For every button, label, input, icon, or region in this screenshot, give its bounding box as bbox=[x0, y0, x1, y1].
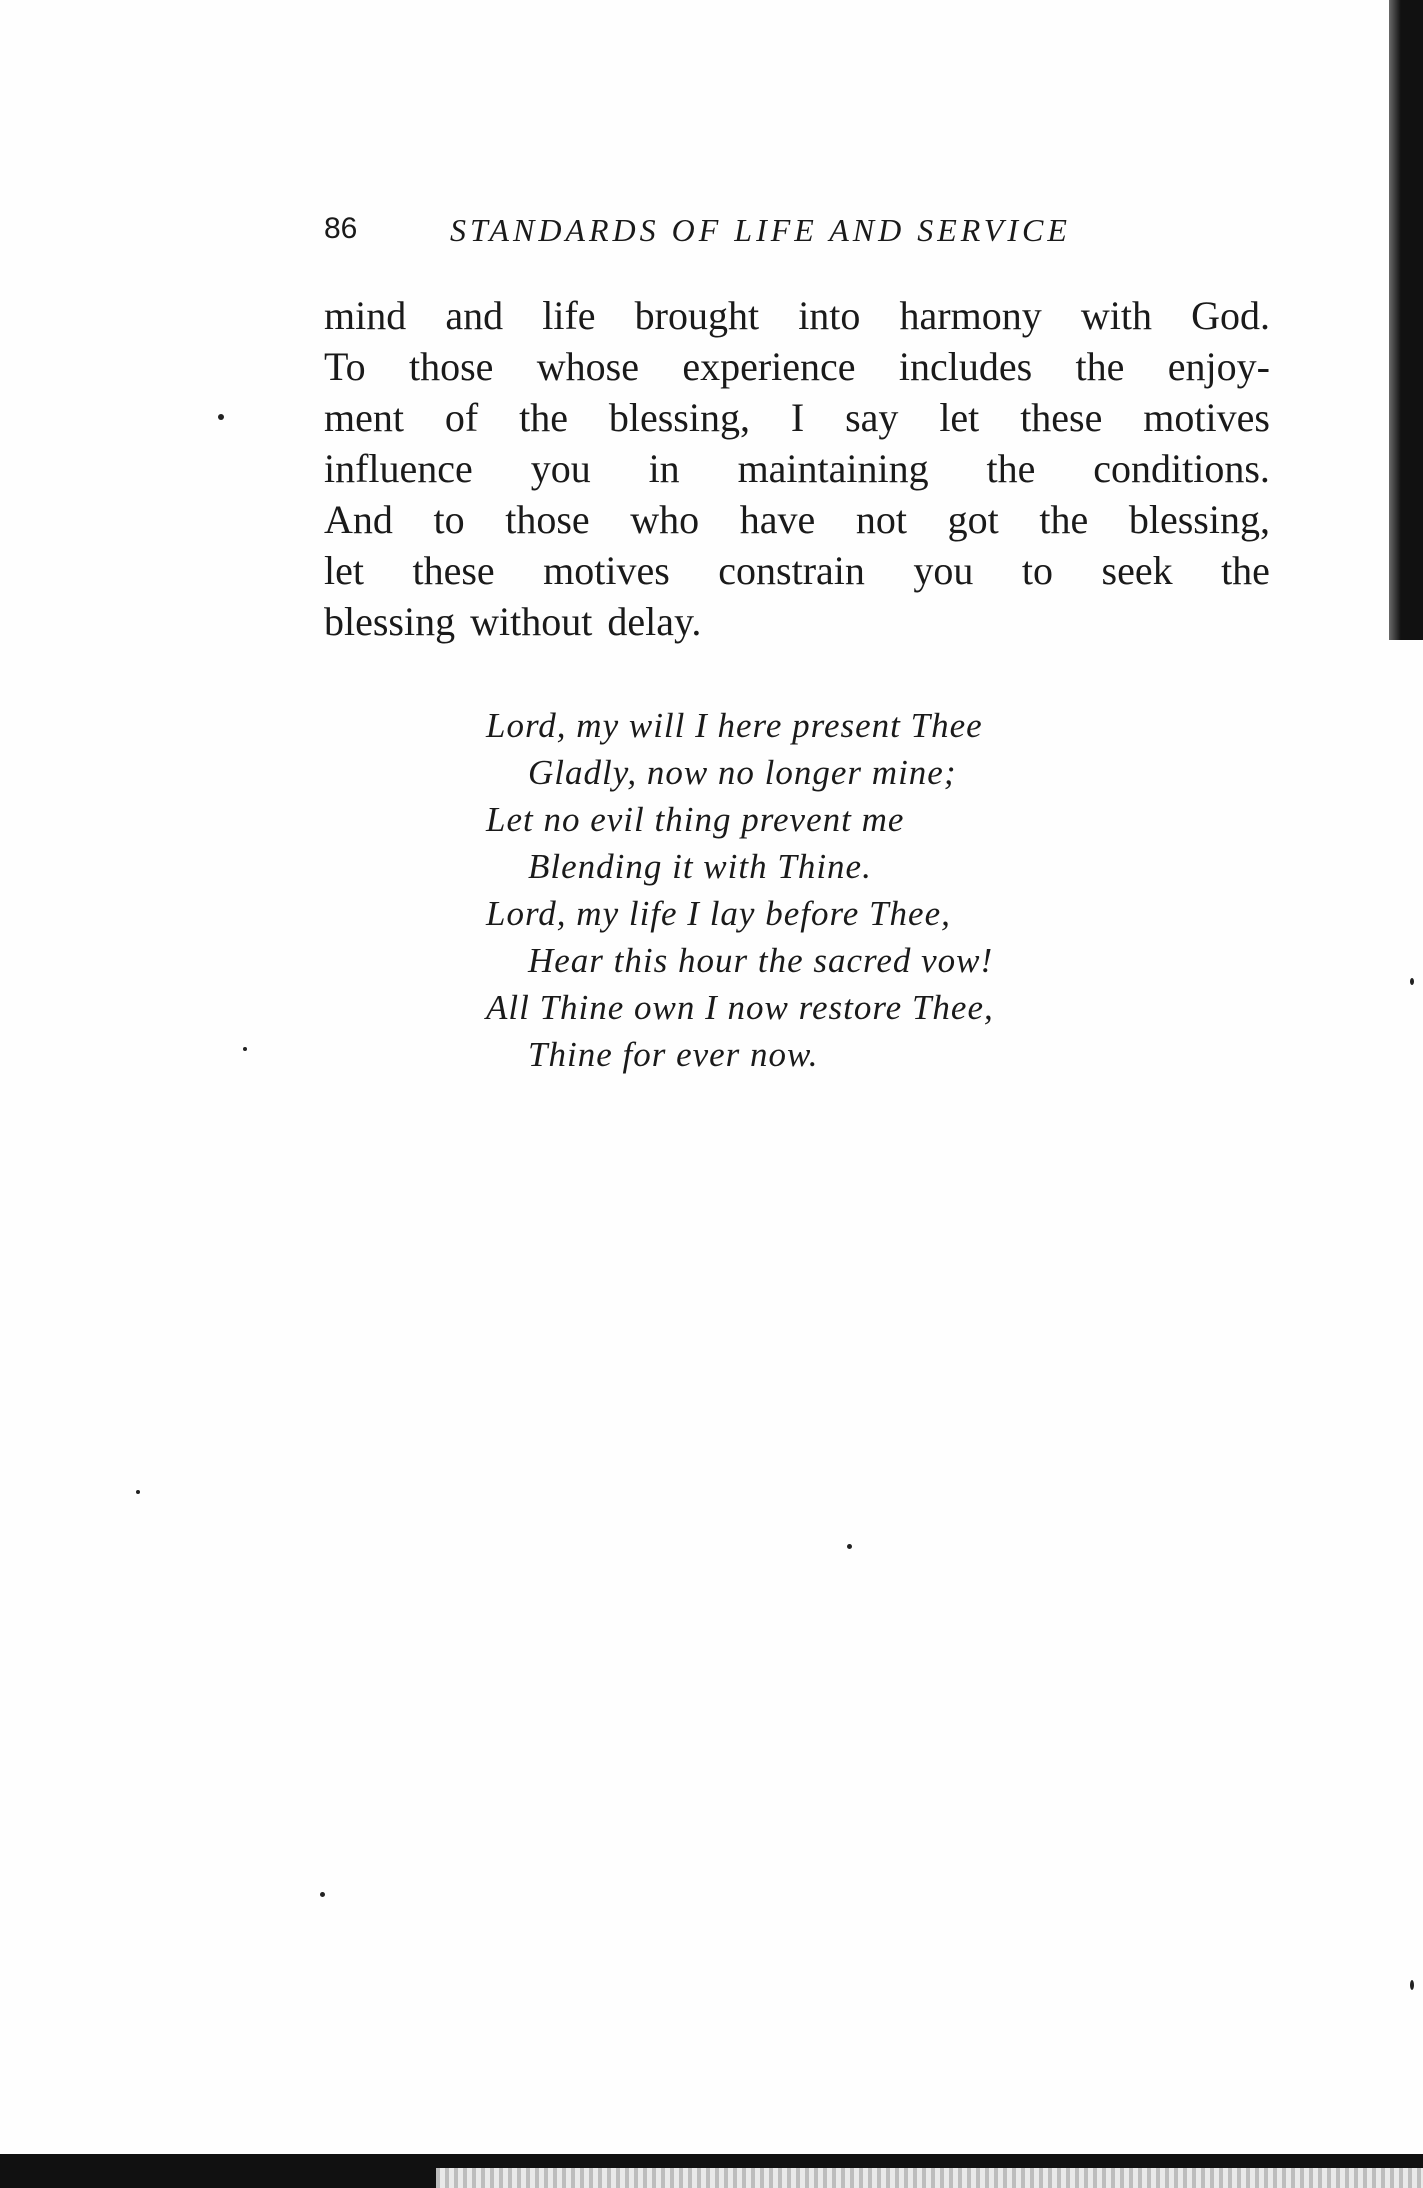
word: those bbox=[408, 344, 494, 389]
page-number: 86 bbox=[324, 212, 358, 245]
word: the bbox=[986, 446, 1036, 491]
hymn-line: All Thine own I now restore Thee, bbox=[486, 988, 994, 1027]
word: whose bbox=[536, 344, 639, 389]
hymn-line: Lord, my life I lay before Thee, bbox=[486, 894, 951, 933]
body-line bbox=[324, 596, 1270, 647]
word: And bbox=[324, 497, 393, 542]
running-title: STANDARDS OF LIFE AND SERVICE bbox=[450, 212, 1071, 248]
word: have bbox=[739, 497, 816, 542]
word: maintaining bbox=[737, 446, 929, 491]
word: let bbox=[324, 548, 364, 593]
word: blessing, bbox=[608, 395, 750, 440]
word: harmony bbox=[899, 293, 1042, 338]
word: you bbox=[530, 446, 591, 491]
word: those bbox=[505, 497, 590, 542]
word: God. bbox=[1191, 293, 1270, 338]
word: these bbox=[1020, 395, 1103, 440]
body-line bbox=[324, 545, 1270, 596]
word: the bbox=[1075, 344, 1125, 389]
word: I bbox=[790, 395, 805, 440]
hymn-line: Thine for ever now. bbox=[528, 1035, 819, 1074]
hymn-verse bbox=[486, 702, 1186, 1078]
word: you bbox=[913, 548, 974, 593]
ink-speck bbox=[847, 1544, 852, 1549]
word: delay. bbox=[607, 599, 702, 644]
word: motives bbox=[1143, 395, 1270, 440]
word: say bbox=[845, 395, 899, 440]
word: got bbox=[947, 497, 999, 542]
word: with bbox=[1080, 293, 1152, 338]
word: and bbox=[445, 293, 504, 338]
word: life bbox=[542, 293, 596, 338]
body-line bbox=[324, 290, 1270, 341]
word: let bbox=[939, 395, 980, 440]
word: blessing, bbox=[1128, 497, 1270, 542]
word: without bbox=[470, 599, 593, 644]
word: into bbox=[798, 293, 861, 338]
word: to bbox=[433, 497, 465, 542]
ink-speck bbox=[1410, 1980, 1414, 1990]
word: the bbox=[1221, 548, 1270, 593]
word: conditions. bbox=[1093, 446, 1270, 491]
hymn-line: Lord, my will I here present Thee bbox=[486, 706, 983, 745]
word: constrain bbox=[718, 548, 865, 593]
word: influence bbox=[324, 446, 473, 491]
word: enjoy- bbox=[1167, 344, 1270, 389]
word: To bbox=[324, 344, 366, 389]
word: not bbox=[855, 497, 908, 542]
hymn-line: Hear this hour the sacred vow! bbox=[528, 941, 994, 980]
ink-speck bbox=[218, 414, 224, 420]
body-line bbox=[324, 392, 1270, 443]
word: mind bbox=[324, 293, 407, 338]
hymn-line: Gladly, now no longer mine; bbox=[528, 753, 957, 792]
page-edge-shadow bbox=[1389, 0, 1423, 640]
word: of bbox=[444, 395, 479, 440]
body-line bbox=[324, 443, 1270, 494]
hymn-line: Blending it with Thine. bbox=[528, 847, 872, 886]
word: experience bbox=[682, 344, 856, 389]
word: these bbox=[412, 548, 495, 593]
hymn-line: Let no evil thing prevent me bbox=[486, 800, 905, 839]
word: ment bbox=[324, 395, 404, 440]
word: includes bbox=[898, 344, 1033, 389]
word: brought bbox=[634, 293, 760, 338]
ink-speck bbox=[136, 1490, 140, 1494]
ink-speck bbox=[320, 1892, 325, 1897]
ink-speck bbox=[1410, 978, 1414, 985]
word: the bbox=[1039, 497, 1089, 542]
word: who bbox=[630, 497, 700, 542]
word: motives bbox=[543, 548, 670, 593]
running-head bbox=[324, 212, 1144, 262]
word: the bbox=[519, 395, 568, 440]
word: seek bbox=[1101, 548, 1173, 593]
body-line bbox=[324, 341, 1270, 392]
body-paragraph bbox=[324, 290, 1270, 647]
word: in bbox=[648, 446, 680, 491]
ink-speck bbox=[243, 1047, 247, 1051]
word: to bbox=[1021, 548, 1054, 593]
page-bottom-edge-texture bbox=[436, 2168, 1423, 2188]
word: blessing bbox=[324, 599, 456, 644]
body-line bbox=[324, 494, 1270, 545]
